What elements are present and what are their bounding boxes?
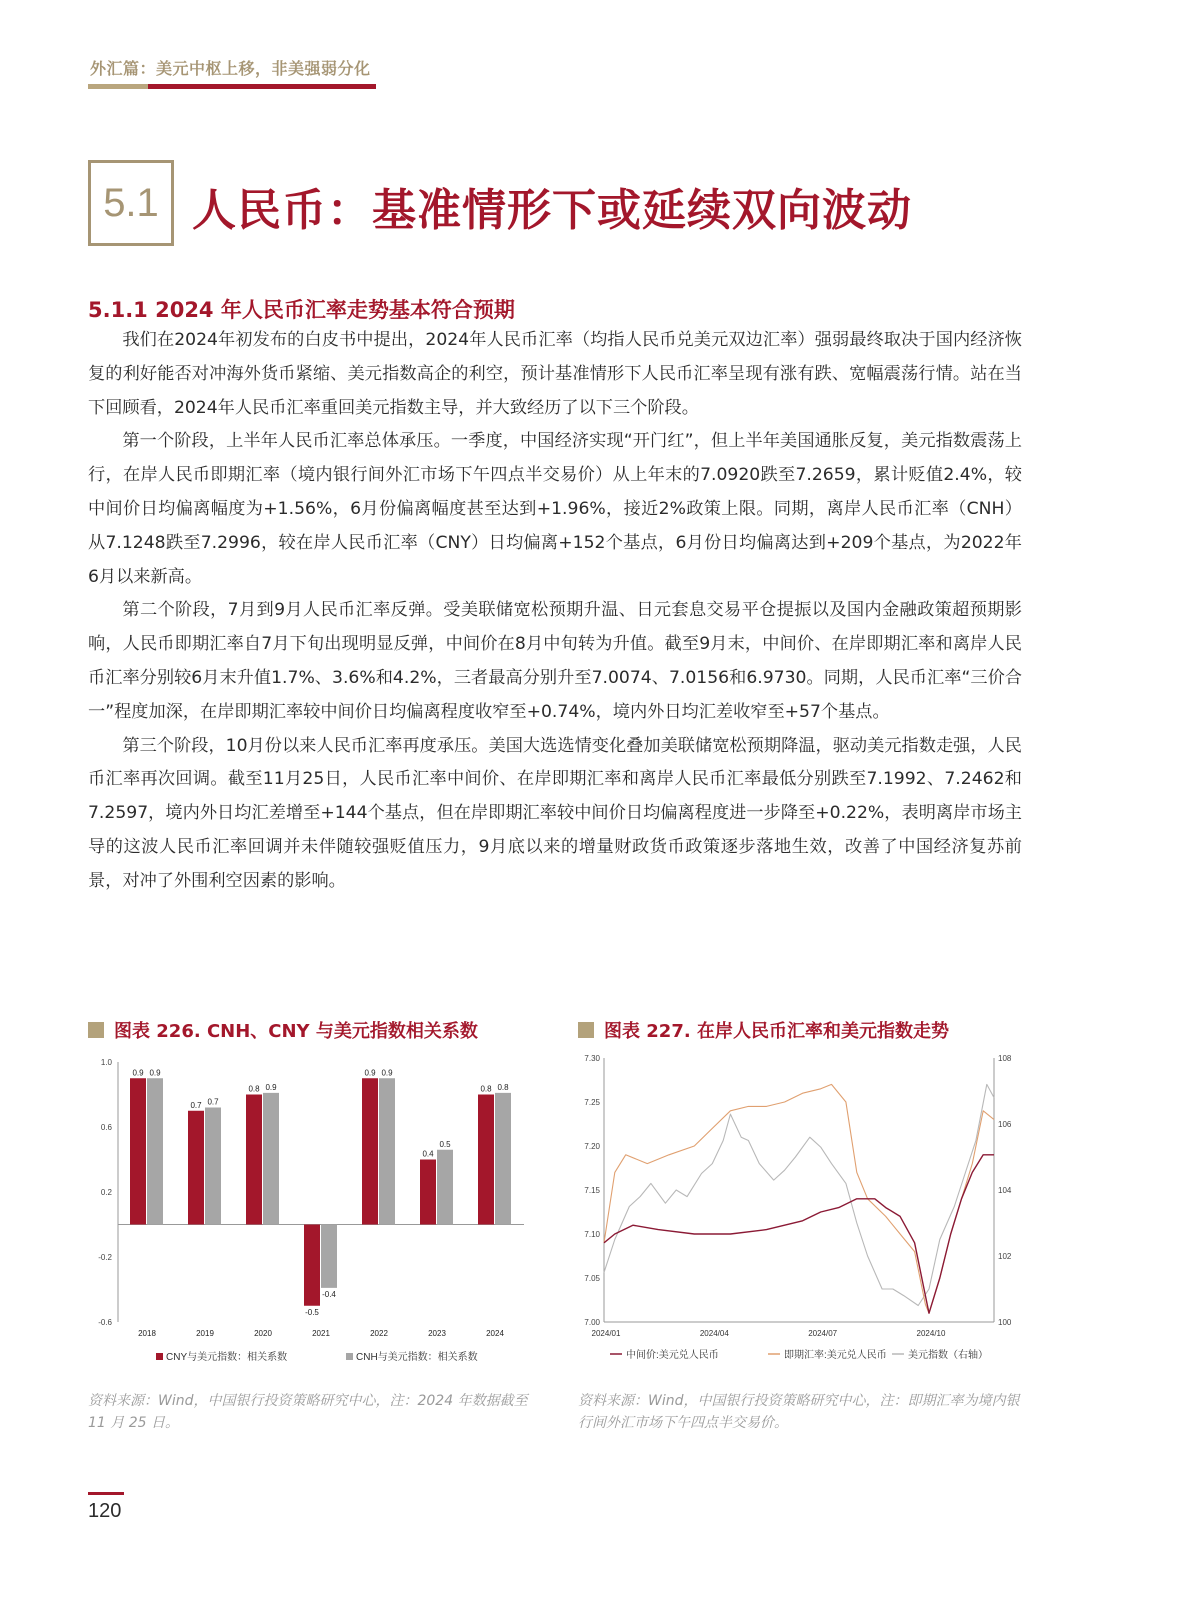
body-text <box>88 324 1022 899</box>
bar <box>304 1225 320 1306</box>
figure-226-source: 资料来源：Wind，中国银行投资策略研究中心，注：2024 年数据截至 11 月 25 日。 <box>88 1393 528 1431</box>
bar <box>205 1108 221 1225</box>
bar <box>130 1078 146 1224</box>
figure-227-title: 图表 227. 在岸人民币汇率和美元指数走势 <box>604 1021 949 1042</box>
left-tick-label: 7.10 <box>584 1230 600 1239</box>
left-tick-label: 7.20 <box>584 1142 600 1151</box>
data-label: 0.4 <box>422 1149 434 1159</box>
left-tick-label: 7.30 <box>584 1054 600 1063</box>
x-tick-label: 2020 <box>254 1329 272 1338</box>
left-tick-label: 7.00 <box>584 1318 600 1327</box>
y-tick-label: 0.2 <box>100 1188 112 1197</box>
series-line <box>604 1155 994 1313</box>
figure-marker-icon <box>88 1022 104 1038</box>
chart-legend <box>156 1350 478 1363</box>
page-number-rule <box>88 1492 124 1495</box>
y-tick-label: -0.2 <box>98 1253 112 1262</box>
x-tick-label: 2019 <box>196 1329 214 1338</box>
right-tick-label: 100 <box>998 1318 1012 1327</box>
paragraph: 第二个阶段，7月到9月人民币汇率反弹。受美联储宽松预期升温、日元套息交易平仓提振以及国内金融政策超预期影响，人民币即期汇率自7月下旬出现明显反弹，中间价在8月中旬转为升值。截至9月末，中间价、在岸即期汇率和离岸人民币汇率分别较6月末升值1.7%、3.6%和4.2%，三者最高分别升至7.0074、7.0156和6.9730。同期，人民币汇率“三价合一”程度加深，在岸即期汇率较中间价日均偏离程度收窄至+0.74%，境内外日均汇差收窄至+57个基点。 <box>88 600 1022 722</box>
data-label: -0.4 <box>322 1289 336 1299</box>
left-tick-label: 7.15 <box>584 1186 600 1195</box>
y-tick-label: 1.0 <box>100 1058 112 1067</box>
data-label: 0.8 <box>248 1084 260 1094</box>
section-title: 人民币：基准情形下或延续双向波动 <box>192 185 912 236</box>
header-rule-gold <box>88 84 148 89</box>
x-tick-label: 2024/10 <box>916 1329 946 1338</box>
data-label: 0.9 <box>364 1068 376 1078</box>
x-tick-label: 2022 <box>370 1329 388 1338</box>
legend-swatch <box>156 1353 163 1360</box>
right-tick-label: 106 <box>998 1120 1012 1129</box>
data-label: 0.5 <box>439 1139 451 1149</box>
legend-label: CNH与美元指数：相关系数 <box>356 1352 478 1363</box>
y-tick-label: 0.6 <box>100 1123 112 1132</box>
bar <box>246 1095 262 1225</box>
running-header: 外汇篇：美元中枢上移，非美强弱分化 <box>90 59 371 78</box>
section-number-box <box>88 160 174 246</box>
x-tick-label: 2023 <box>428 1329 446 1338</box>
legend-swatch <box>346 1353 353 1360</box>
left-tick-label: 7.05 <box>584 1274 600 1283</box>
data-label: 0.9 <box>132 1068 144 1078</box>
bar <box>362 1078 378 1224</box>
paragraph: 第一个阶段，上半年人民币汇率总体承压。一季度，中国经济实现“开门红”，但上半年美国通胀反复，美元指数震荡上行，在岸人民币即期汇率（境内银行间外汇市场下午四点半交易价）从上年末的7.0920跌至7.2659，累计贬值2.4%，较中间价日均偏离幅度为+1.56%，6月份偏离幅度甚至达到+1.96%，接近2%政策上限。同期，离岸人民币汇率（CNH）从7.1248跌至7.2996，较在岸人民币汇率（CNY）日均偏离+152个基点，6月份日均偏离达到+209个基点，为2022年6月以来新高。 <box>88 431 1022 587</box>
figure-227-source: 资料来源：Wind，中国银行投资策略研究中心，注：即期汇率为境内银行间外汇市场下午四点半交易价。 <box>578 1393 1020 1431</box>
bar <box>437 1150 453 1225</box>
right-tick-label: 102 <box>998 1252 1012 1261</box>
legend-label: 美元指数（右轴） <box>908 1350 988 1361</box>
subsection-title: 5.1.1 2024 年人民币汇率走势基本符合预期 <box>88 298 515 322</box>
data-label: 0.7 <box>207 1097 219 1107</box>
figure-marker-icon <box>578 1022 594 1038</box>
x-tick-label: 2018 <box>138 1329 156 1338</box>
bar <box>188 1111 204 1225</box>
data-label: 0.8 <box>480 1084 492 1094</box>
correlation-bar-chart <box>88 1050 534 1380</box>
figure-227-heading <box>578 1017 949 1043</box>
right-tick-label: 104 <box>998 1186 1012 1195</box>
data-label: 0.9 <box>149 1068 161 1078</box>
bar <box>321 1225 337 1288</box>
right-tick-label: 108 <box>998 1054 1012 1063</box>
bar <box>379 1078 395 1224</box>
bar <box>263 1093 279 1225</box>
bar <box>478 1095 494 1225</box>
data-label: 0.9 <box>265 1082 277 1092</box>
paragraph: 我们在2024年初发布的白皮书中提出，2024年人民币汇率（均指人民币兑美元双边汇率）强弱最终取决于国内经济恢复的利好能否对冲海外货币紧缩、美元指数高企的利空，预计基准情形下人民币汇率呈现有涨有跌、宽幅震荡行情。站在当下回顾看，2024年人民币汇率重回美元指数主导，并大致经历了以下三个阶段。 <box>88 330 1022 418</box>
chart-legend <box>610 1348 988 1361</box>
left-tick-label: 7.25 <box>584 1098 600 1107</box>
y-tick-label: -0.6 <box>98 1318 112 1327</box>
bar <box>147 1078 163 1224</box>
data-label: 0.8 <box>497 1082 509 1092</box>
legend-label: CNY与美元指数：相关系数 <box>166 1352 288 1363</box>
figure-226-heading <box>88 1017 478 1043</box>
paragraph: 第三个阶段，10月份以来人民币汇率再度承压。美国大选选情变化叠加美联储宽松预期降温，驱动美元指数走强，人民币汇率再次回调。截至11月25日，人民币汇率中间价、在岸即期汇率和离岸人民币汇率最低分别跌至7.1992、7.2462和7.2597，境内外日均汇差增至+144个基点，但在岸即期汇率较中间价日均偏离程度进一步降至+0.22%，表明离岸市场主导的这波人民币汇率回调并未伴随较强贬值压力，9月底以来的增量财政货币政策逐步落地生效，改善了中国经济复苏前景，对冲了外围利空因素的影响。 <box>88 735 1022 891</box>
x-tick-label: 2024/01 <box>591 1329 621 1338</box>
bar <box>420 1160 436 1225</box>
series-line <box>604 1084 994 1305</box>
x-tick-label: 2024 <box>486 1329 504 1338</box>
bar <box>495 1093 511 1225</box>
legend-label: 即期汇率:美元兑人民币 <box>784 1350 887 1361</box>
data-label: 0.7 <box>190 1100 202 1110</box>
legend-label: 中间价:美元兑人民币 <box>626 1350 719 1361</box>
header-rule-red <box>148 84 376 89</box>
data-label: 0.9 <box>381 1068 393 1078</box>
x-tick-label: 2024/07 <box>808 1329 838 1338</box>
x-tick-label: 2021 <box>312 1329 330 1338</box>
data-label: -0.5 <box>305 1307 319 1317</box>
x-tick-label: 2024/04 <box>699 1329 729 1338</box>
rmb-dxy-line-chart <box>572 1048 1024 1378</box>
page-number: 120 <box>88 1500 122 1522</box>
figure-226-title: 图表 226. CNH、CNY 与美元指数相关系数 <box>114 1021 478 1042</box>
section-number: 5.1 <box>103 180 159 225</box>
